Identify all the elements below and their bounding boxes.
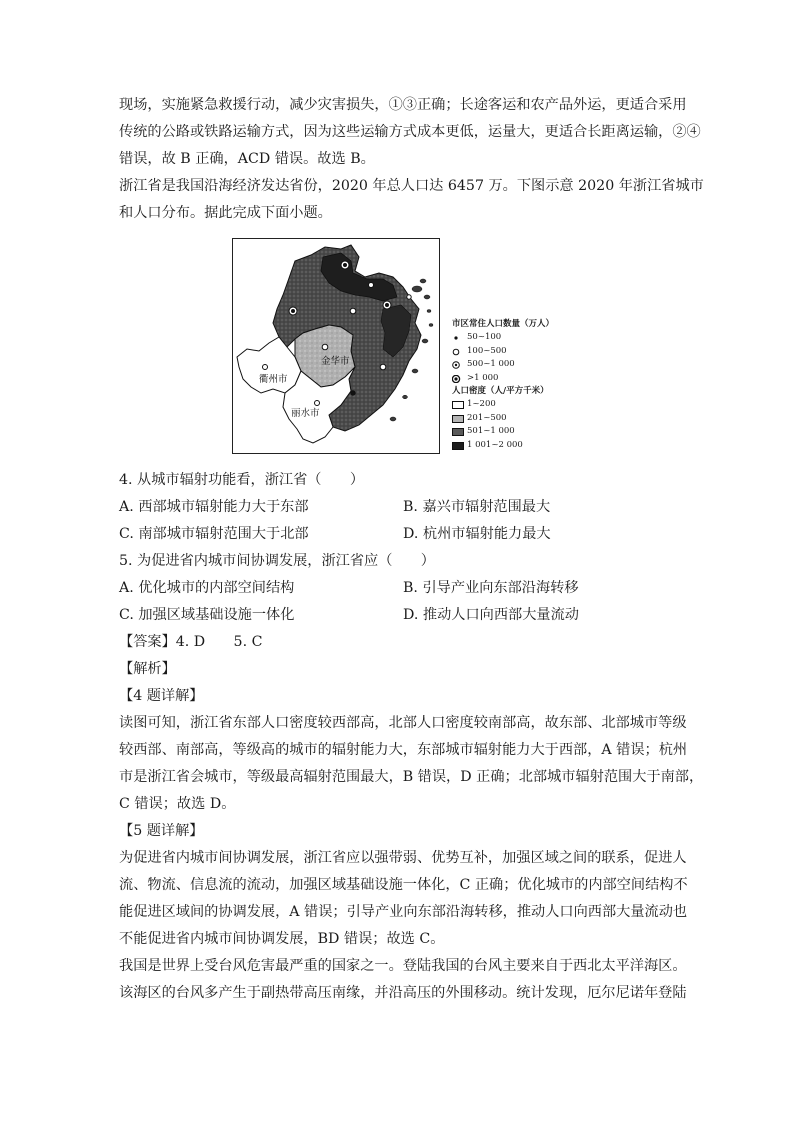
q4-detail-line: C 错误；故选 D。	[119, 796, 236, 812]
q4-option-a: A. 西部城市辐射能力大于东部	[119, 499, 309, 515]
map-legend	[452, 318, 554, 452]
swatch-3	[452, 428, 464, 436]
paragraph-line: 传统的公路或铁路运输方式，因为这些运输方式成本更低，运量大，更适合长距离运输，②④	[119, 124, 701, 140]
swatch-1	[452, 401, 464, 409]
small-dot-icon	[452, 334, 464, 342]
zhejiang-map	[232, 238, 440, 454]
legend-pop-item: 500~1 000	[452, 358, 554, 371]
intro-line: 和人口分布。据此完成下面小题。	[119, 205, 332, 221]
q4-detail-line: 读图可知，浙江省东部人口密度较西部高，北部人口密度较南部高，故东部、北部城市等级	[119, 715, 687, 731]
legend-density-title: 人口密度（人/平方千米）	[452, 385, 549, 396]
q5-detail-line: 不能促进省内城市间协调发展，BD 错误；故选 C。	[119, 931, 445, 947]
typhoon-line: 该海区的台风多产生于副热带高压南缘，并沿高压的外围移动。统计发现，厄尔尼诺年登陆	[119, 985, 687, 1001]
legend-pop-item: >1 000	[452, 372, 554, 385]
q4-option-b: B. 嘉兴市辐射范围最大	[403, 499, 551, 515]
q5-detail-line: 流、物流、信息流的流动，加强区域基础设施一体化，C 正确；优化城市的内部空间结构不	[119, 877, 688, 893]
q5-option-c: C. 加强区域基础设施一体化	[119, 607, 295, 623]
q5-detail-heading: 【5 题详解】	[119, 823, 204, 839]
q4-detail-heading: 【4 题详解】	[119, 688, 204, 704]
analysis-heading: 【解析】	[119, 661, 176, 677]
q5-detail-line: 为促进省内城市间协调发展，浙江省应以强带弱、优势互补，加强区域之间的联系，促进人	[119, 850, 687, 866]
intro-line: 浙江省是我国沿海经济发达省份，2020 年总人口达 6457 万。下图示意 2020 年浙江省城市	[119, 178, 704, 194]
q4-option-d: D. 杭州市辐射能力最大	[403, 526, 551, 542]
legend-density-item: 1~200	[452, 398, 554, 411]
legend-density-item: 1 001~2 000	[452, 439, 554, 452]
question-5-stem: 5. 为促进省内城市间协调发展，浙江省应（ ）	[119, 553, 435, 569]
swatch-2	[452, 415, 464, 423]
q4-detail-line: 较西部、南部高，等级高的城市的辐射能力大，东部城市辐射能力大于西部，A 错误；杭州	[119, 742, 688, 758]
double-ring-icon	[452, 361, 464, 369]
typhoon-line: 我国是世界上受台风危害最严重的国家之一。登陆我国的台风主要来自于西北太平洋海区。	[119, 958, 687, 974]
map-graphic	[233, 239, 440, 454]
answer-line: 【答案】4. D 5. C	[119, 634, 263, 650]
legend-density-item: 501~1 000	[452, 425, 554, 438]
q5-detail-line: 能促进区域间的协调发展，A 错误；引导产业向东部沿海转移，推动人口向西部大量流动也	[119, 904, 688, 920]
map-label-jinhua: 金华市	[321, 356, 350, 367]
map-label-lishui: 丽水市	[291, 408, 320, 419]
legend-pop-item: 100~500	[452, 345, 554, 358]
legend-density-item: 201~500	[452, 412, 554, 425]
question-4-stem: 4. 从城市辐射功能看，浙江省（ ）	[119, 472, 365, 488]
q5-option-b: B. 引导产业向东部沿海转移	[403, 580, 579, 596]
swatch-4	[452, 442, 464, 450]
legend-pop-title: 市区常住人口数量（万人）	[452, 319, 555, 329]
bullseye-icon	[452, 375, 464, 383]
paragraph-line: 现场，实施紧急救援行动，减少灾害损失，①③正确；长途客运和农产品外运，更适合采用	[119, 97, 687, 113]
q5-option-d: D. 推动人口向西部大量流动	[403, 607, 579, 623]
q4-detail-line: 市是浙江省会城市，等级最高辐射范围最大，B 错误，D 正确；北部城市辐射范围大于南部，	[119, 769, 704, 785]
paragraph-line: 错误，故 B 正确，ACD 错误。故选 B。	[119, 151, 375, 167]
ring-dot-icon	[452, 348, 464, 356]
legend-pop-item: 50~100	[452, 331, 554, 344]
q5-option-a: A. 优化城市的内部空间结构	[119, 580, 295, 596]
map-label-quzhou: 衢州市	[259, 374, 288, 385]
q4-option-c: C. 南部城市辐射范围大于北部	[119, 526, 309, 542]
